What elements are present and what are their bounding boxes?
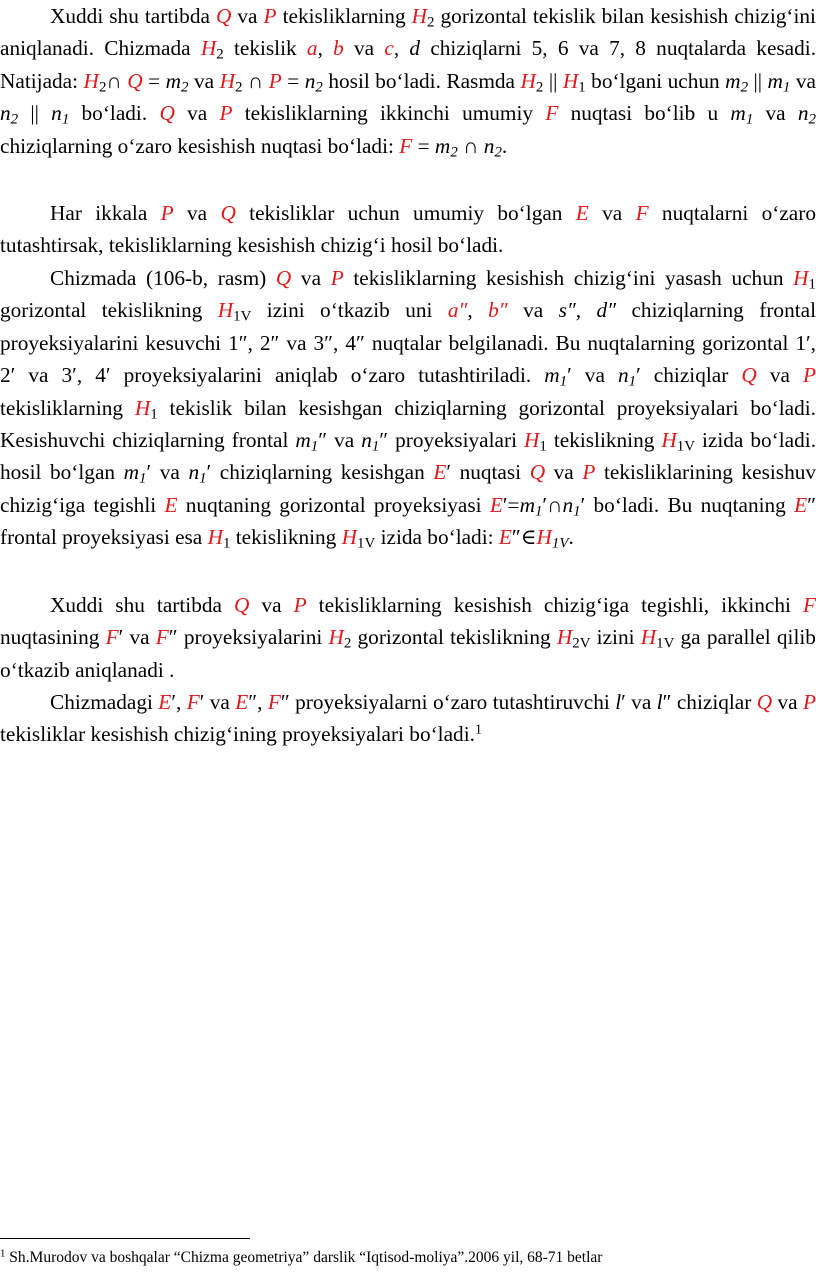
text-run: E: [164, 492, 178, 517]
text-run: 1: [534, 503, 543, 520]
text-run: 1V: [676, 438, 695, 455]
text-run: 1: [474, 721, 482, 737]
text-run: ″ proyeksiyalarini: [168, 625, 329, 650]
text-run: Chizmada (106-b, rasm): [50, 266, 276, 290]
text-run: gorizontal tekislikning: [351, 625, 557, 650]
text-run: 2: [10, 111, 19, 128]
footnote-marker: 1: [0, 1247, 6, 1260]
text-run: Q: [234, 593, 250, 617]
text-run: n: [797, 101, 809, 126]
text-run: Har ikkala: [50, 201, 161, 225]
text-run: H: [217, 298, 234, 323]
text-run: F: [635, 201, 649, 225]
text-run: H: [200, 36, 217, 61]
text-run: tekisliklar uchun umumiy bo‘lgan: [235, 201, 576, 225]
text-run: H: [536, 525, 552, 550]
text-run: ′ nuqtasi: [446, 460, 530, 485]
text-run: izida bo‘ladi. hosil bo‘lgan: [0, 428, 816, 485]
text-run: F: [155, 625, 169, 650]
text-run: H: [219, 68, 235, 93]
text-run: ′ va: [146, 460, 189, 485]
text-run: 1: [150, 406, 158, 423]
text-run: ′ va: [199, 690, 236, 714]
text-run: 2: [315, 79, 323, 96]
text-run: ||: [18, 101, 52, 126]
text-run: 1: [573, 503, 581, 520]
text-run: m: [519, 492, 535, 517]
text-run: tekisliklarning ikkinchi umumiy: [232, 101, 546, 126]
text-run: va: [790, 68, 816, 93]
text-run: 1: [310, 438, 319, 455]
text-run: tekisliklarning: [0, 395, 135, 420]
text-run: E: [235, 690, 249, 714]
text-run: tekisliklar kesishish chizig‘ining proyeksiyalari bo‘ladi.: [0, 722, 475, 747]
text-run: hosil bo‘ladi. Rasmda: [322, 68, 521, 93]
text-run: 1: [539, 438, 547, 455]
text-run: va: [588, 201, 636, 225]
text-run: H: [207, 525, 223, 550]
paragraph-2: [0, 197, 816, 262]
text-run: izini: [590, 625, 641, 650]
text-run: n: [562, 492, 574, 517]
text-run: a: [306, 36, 318, 61]
text-run: va: [231, 4, 264, 28]
paragraph-3: [0, 262, 816, 554]
footnote-text: Sh.Murodov va boshqalar “Chizma geometriya” darslik “Iqtisod-moliya”.2006 yil, 68-71 betlar: [5, 1249, 603, 1266]
text-run: E: [489, 492, 503, 517]
text-run: Chizmadagi: [50, 690, 159, 714]
text-run: bo‘ladi.: [69, 101, 160, 126]
text-run: 1: [745, 111, 754, 128]
text-run: H: [328, 625, 344, 650]
text-run: chiziqlarning frontal proyeksiyalarini kesuvchi 1″, 2″ va 3″, 4″ nuqtalar belgilanadi. Bu nuqtalarning gorizontal 1′, 2′ va 3′, 4′ proyeksiyalarini aniqlab o‘zaro tutashtiriladi.: [0, 298, 816, 388]
text-run: =: [281, 68, 305, 93]
text-run: ″,: [248, 690, 268, 714]
text-run: va: [753, 101, 798, 126]
text-run: m: [544, 363, 560, 388]
text-run: E: [433, 460, 447, 485]
text-run: 1: [559, 373, 568, 390]
text-run: 1: [61, 111, 70, 128]
text-run: 1V: [551, 535, 569, 552]
text-run: s″, d″: [558, 298, 617, 323]
text-run: ′ chiziqlarning kesishgan: [206, 460, 434, 485]
text-run: .: [568, 525, 574, 550]
text-run: va: [772, 690, 803, 714]
text-run: ∩: [242, 68, 269, 93]
text-run: ′ va: [118, 625, 156, 650]
text-run: 1: [628, 373, 637, 390]
text-run: b: [333, 36, 344, 61]
text-run: 2: [740, 79, 749, 96]
text-run: F: [803, 593, 816, 617]
text-run: n: [483, 133, 495, 158]
text-run: ′,: [171, 690, 187, 714]
text-run: va: [174, 101, 220, 126]
text-run: tekisliklarning: [276, 4, 412, 28]
text-run: H: [793, 266, 809, 290]
text-run: tekisliklarning kesishish chizig‘ini yasash uchun: [343, 266, 794, 290]
text-run: tekislikning: [546, 428, 662, 453]
text-run: m: [165, 68, 182, 93]
text-run: l: [656, 690, 663, 714]
text-run: c: [384, 36, 394, 61]
text-run: d: [409, 36, 421, 61]
text-run: E: [575, 201, 589, 225]
text-run: gorizontal tekislikning: [0, 298, 218, 323]
text-run: 2: [216, 47, 224, 64]
text-run: F: [545, 101, 559, 126]
text-run: 1V: [656, 636, 675, 653]
text-run: va: [343, 36, 385, 61]
text-run: 2: [343, 636, 352, 653]
text-run: ′ chiziqlar: [636, 363, 742, 388]
text-run: ||: [748, 68, 768, 93]
text-run: va: [173, 201, 221, 225]
text-run: n: [304, 68, 316, 93]
footnote-divider: [0, 1238, 250, 1239]
text-run: E: [794, 492, 808, 517]
text-run: Q: [220, 201, 236, 225]
text-run: va: [188, 68, 220, 93]
text-run: nuqtasining: [0, 625, 106, 650]
text-run: tekislikning: [230, 525, 342, 550]
text-run: =: [412, 133, 435, 158]
text-run: 1: [371, 438, 380, 455]
text-run: ′ bo‘ladi. Bu nuqtaning: [580, 492, 795, 517]
text-run: Q: [756, 690, 773, 714]
text-run: P: [263, 4, 277, 28]
footnote: [0, 1249, 816, 1267]
text-run: Q: [215, 4, 232, 28]
text-run: ″ va: [318, 428, 362, 453]
text-run: Q: [275, 266, 292, 290]
text-run: 2: [494, 144, 502, 161]
text-run: gorizontal tekislik bilan kesishish chizig‘ini aniqlanadi. Chizmada: [0, 4, 816, 61]
text-run: H: [341, 525, 358, 550]
text-run: va: [756, 363, 803, 388]
text-run: ′=: [502, 492, 520, 517]
text-run: 2: [427, 14, 435, 31]
text-run: izini o‘tkazib uni: [251, 298, 448, 323]
text-run: izida bo‘ladi:: [375, 525, 499, 550]
text-run: tekisliklarining kesishuv chizig‘iga tegishli: [0, 460, 816, 517]
text-run: m: [295, 428, 311, 453]
text-run: 1: [578, 79, 586, 96]
text-run: va: [249, 593, 294, 617]
text-run: 1: [139, 471, 147, 488]
text-run: P: [160, 201, 174, 225]
text-run: m: [123, 460, 140, 485]
text-run: 1V: [233, 309, 252, 326]
text-run: H: [83, 68, 99, 93]
text-run: va: [545, 460, 583, 485]
text-run: F: [267, 690, 281, 714]
text-run: F: [105, 625, 119, 650]
text-run: H: [520, 68, 536, 93]
text-run: ,: [317, 36, 334, 61]
text-run: ′∩: [542, 492, 563, 517]
text-run: H: [661, 428, 677, 453]
text-run: E: [498, 525, 512, 550]
text-run: m: [767, 68, 783, 93]
text-run: P: [268, 68, 282, 93]
text-run: H: [523, 428, 540, 453]
text-run: l: [615, 690, 622, 714]
text-run: va: [291, 266, 331, 290]
text-run: nuqtasi bo‘lib u: [558, 101, 731, 126]
text-run: n: [361, 428, 372, 453]
text-run: H: [134, 395, 151, 420]
text-run: 2: [181, 79, 189, 96]
text-run: tekislik bilan kesishgan chiziqlarning gorizontal proyeksiyalari bo‘ladi. Kesishuvchi chiziqlarning frontal: [0, 395, 816, 453]
text-run: P: [802, 363, 816, 388]
text-run: ∩: [457, 133, 484, 158]
paragraph-4: [0, 589, 816, 686]
text-run: 2: [535, 79, 544, 96]
text-run: Q: [741, 363, 757, 388]
text-run: chiziqlarning o‘zaro kesishish nuqtasi bo‘ladi:: [0, 133, 400, 158]
text-run: va: [507, 298, 559, 323]
text-run: =: [142, 68, 166, 93]
text-run: 2V: [572, 636, 591, 653]
text-run: 2: [98, 79, 107, 96]
text-run: ||: [543, 68, 563, 93]
text-run: ga parallel qilib o‘tkazib aniqlanadi .: [0, 625, 816, 682]
text-run: ,: [467, 298, 489, 323]
text-run: P: [803, 690, 816, 714]
text-run: tekislik: [223, 36, 307, 61]
text-run: F: [399, 133, 413, 158]
text-run: P: [582, 460, 596, 485]
paragraph-5: [0, 686, 816, 751]
text-run: H: [562, 68, 579, 93]
text-run: ′ va: [567, 363, 618, 388]
text-run: n: [51, 101, 62, 126]
text-run: P: [330, 266, 344, 290]
text-run: 1: [782, 79, 791, 96]
text-run: 1: [808, 276, 816, 293]
text-run: 1: [222, 535, 231, 552]
text-run: nuqtaning gorizontal proyeksiyasi: [177, 492, 490, 517]
text-run: P: [219, 101, 233, 126]
text-run: ″ chiziqlar: [662, 690, 757, 714]
text-run: tekisliklarning kesishish chizig‘iga tegishli, ikkinchi: [306, 593, 803, 617]
text-run: a″: [447, 298, 468, 323]
text-run: ″ proyeksiyalari: [379, 428, 524, 453]
text-run: Xuddi shu tartibda: [50, 4, 216, 28]
text-run: E: [158, 690, 172, 714]
text-run: 1: [199, 471, 207, 488]
text-run: bo‘lgani uchun: [585, 68, 726, 93]
text-run: Q: [529, 460, 546, 485]
text-run: ″∈: [511, 525, 537, 550]
text-run: chiziqlarni 5, 6 va 7, 8 nuqtalarda kesadi. Natijada:: [0, 36, 816, 93]
text-run: H: [411, 4, 428, 28]
text-run: Xuddi shu tartibda: [50, 593, 235, 617]
text-run: .: [501, 133, 508, 158]
text-run: n: [617, 363, 629, 388]
text-run: Q: [159, 101, 175, 126]
text-run: ″ proyeksiyalarni o‘zaro tutashtiruvchi: [280, 690, 616, 714]
text-run: Q: [127, 68, 143, 93]
text-run: ∩: [106, 68, 128, 93]
text-run: n: [188, 460, 200, 485]
text-run: 2: [808, 111, 816, 128]
text-run: F: [186, 690, 200, 714]
text-run: ″ frontal proyeksiyasi esa: [0, 492, 816, 550]
text-run: 1V: [357, 535, 376, 552]
text-run: 2: [450, 144, 458, 161]
text-run: m: [730, 101, 746, 126]
text-run: H: [556, 625, 573, 650]
text-run: P: [293, 593, 307, 617]
text-run: m: [725, 68, 741, 93]
text-run: n: [0, 101, 11, 126]
text-run: ,: [393, 36, 410, 61]
paragraph-1: [0, 0, 816, 162]
text-run: b″: [488, 298, 508, 323]
text-run: m: [434, 133, 451, 158]
text-run: 2: [234, 79, 243, 96]
text-run: ′ va: [621, 690, 657, 714]
text-run: nuqtalarni o‘zaro tutashtirsak, tekisliklarning kesishish chizig‘i hosil bo‘ladi.: [0, 201, 816, 258]
text-run: H: [640, 625, 657, 650]
